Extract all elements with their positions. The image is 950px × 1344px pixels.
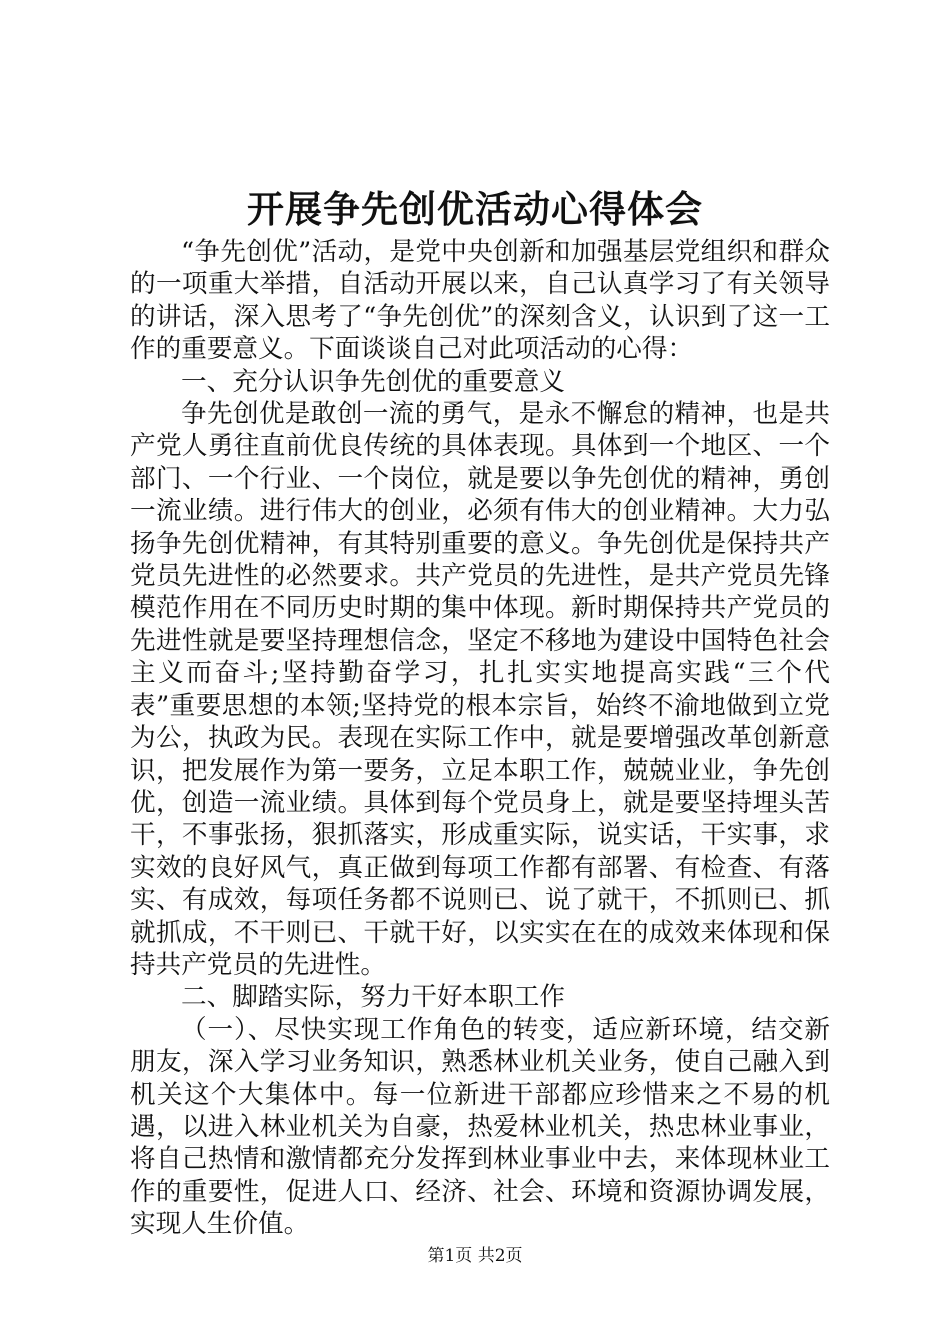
document-title: 开展争先创优活动心得体会	[247, 187, 703, 231]
document-body	[130, 236, 830, 1241]
section-heading-1: 一、充分认识争先创优的重要意义	[181, 366, 565, 397]
section-2-paragraph: （一）、尽快实现工作角色的转变，适应新环境，结交新朋友，深入学习业务知识，熟悉林业机关业务，使自己融入到机关这个大集体中。每一位新进干部都应珍惜来之不易的机遇，以进入林业机关为自豪，热爱林业机关，热忠林业事业，将自己热情和激情都充分发挥到林业事业中去，来体现林业工作的重要性，促进人口、经济、社会、环境和资源协调发展，实现人生价值。	[130, 1014, 830, 1240]
section-1-paragraph: 争先创优是敢创一流的勇气，是永不懈怠的精神，也是共产党人勇往直前优良传统的具体表现。具体到一个地区、一个部门、一个行业、一个岗位，就是要以争先创优的精神，勇创一流业绩。进行伟大的创业，必须有伟大的创业精神。大力弘扬争先创优精神，有其特别重要的意义。争先创优是保持共产党员先进性的必然要求。共产党员的先进性，是共产党员先锋模范作用在不同历史时期的集中体现。新时期保持共产党员的先进性就是要坚持理想信念，坚定不移地为建设中国特色社会主义而奋斗;坚持勤奋学习，扎扎实实地提高实践“三个代表”重要思想的本领;坚持党的根本宗旨，始终不渝地做到立党为公，执政为民。表现在实际工作中，就是要增强改革创新意识，把发展作为第一要务，立足本职工作，兢兢业业，争先创优，创造一流业绩。具体到每个党员身上，就是要坚持埋头苦干，不事张扬，狠抓落实，形成重实际，说实话，干实事，求实效的良好风气，真正做到每项工作都有部署、有检查、有落实、有成效，每项任务都不说则已、说了就干，不抓则已、抓就抓成，不干则已、干就干好，以实实在在的成效来体现和保持共产党员的先进性。	[130, 399, 830, 980]
page-footer: 第1页 共2页	[427, 1246, 523, 1266]
intro-paragraph: “争先创优”活动，是党中央创新和加强基层党组织和群众的一项重大举措，自活动开展以来，自己认真学习了有关领导的讲话，深入思考了“争先创优”的深刻含义，认识到了这一工作的重要意义。下面谈谈自己对此项活动的心得：	[130, 237, 830, 365]
section-heading-2: 二、脚踏实际，努力干好本职工作	[181, 982, 565, 1013]
